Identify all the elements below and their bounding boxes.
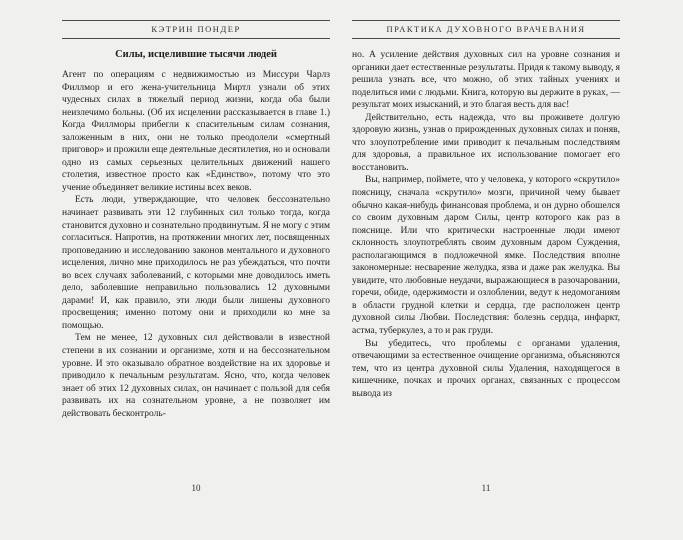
paragraph: Вы, например, поймете, что у человека, у которого «скрутило» поясницу, сначала «скрутило» мозги, причиной чему бывает обычно какая-нибудь финансовая проблема, и он дурно обошелся со своим духовным даром Силы, центр которого как раз в пояснице. Или что критически настроенные люди имеют склонность злоупотреблять своим духовным даром Суждения, располагающимся в подложечной ямке. Последствия вполне закономерные: несварение желудка, язва и даже рак желудка. Вы увидите, что любовные неудачи, выражающиеся в разочаровании, горечи, обиде, одержимости и озлоблении, ведут к недомоганиям в области грудной клетки и сердца, где расположен центр духовной силы Любви. Последствия: болезнь сердца, инфаркт, астма, туберкулез, а то и рак груди.: [352, 175, 620, 337]
paragraph: Вы убедитесь, что проблемы с органами удаления, отвечающими за естественное очищение организма, объясняются тем, что из центра духовной силы Удаления, находящегося в кишечнике, почках и прочих органах, связанных с процессом вывода из: [352, 338, 620, 399]
paragraph: Есть люди, утверждающие, что человек бессознательно начинает развивать эти 12 глубинных сил только тогда, когда становится духовно и сознательно продвинутым. Я не могу с этим согласиться. Напротив, на протяжении многих лет, посвященных проповеданию и исследованию законов ментального и духовного исцеления, лично мне приходилось не раз убеждаться, что почти во всех случаях заболеваний, с которыми мне доводилось иметь дело, заболевшие неправильно пользовались 12 духовными дарами! И, как правило, эти люди были лишены духовного просвещения; именно потому они и приходили ко мне за помощью.: [62, 195, 330, 331]
paragraph: Действительно, есть надежда, что вы проживете долгую здоровую жизнь, узнав о прирожденных духовных силах и поняв, что злоупотребление ими приводит к печальным последствиям для здоровья, а правильное их использование помогает его восстановить.: [352, 112, 620, 173]
page-number-right: 11: [481, 483, 491, 493]
chapter-title: Силы, исцелившие тысячи людей: [115, 49, 277, 60]
running-header-right: ПРАКТИКА ДУХОВНОГО ВРАЧЕВАНИЯ: [352, 20, 620, 39]
page-number-left: 10: [191, 483, 201, 493]
running-header-left: КЭТРИН ПОНДЕР: [62, 20, 330, 39]
page-left: [62, 20, 330, 420]
page-right: [352, 20, 620, 400]
paragraph: Тем не менее, 12 духовных сил действовали в известной степени в их сознании и организме, хотя и на бессознательном уровне. И это оказывало обратное воздействие на их здоровье и приводило к печальным результатам. Ясно, что, когда человек знает об этих 12 духовных силах, он начинает с пользой для себя развивать их на сознательном уровне, а не позволяет им действовать бесконтроль-: [62, 333, 330, 419]
paragraph: Агент по операциям с недвижимостью из Миссури Чарлз Филлмор и его жена-учительница Миртл узнали об этих чудесных силах в тяжелый период жизни, когда оба были неизлечимо больны. (Об их исцелении рассказывается в главе 1.) Когда Филлморы прибегли к спасительным силам сознания, заложенным в них, они не только преодолели «смертный приговор» и прожили еще деятельные десятилетия, но и основали одно из самых серьезных целительных движений нашего столетия, известное просто как «Единство», потому что это учение объединяет великие истины всех веков.: [62, 70, 330, 193]
paragraph: но. А усиление действия духовных сил на уровне сознания и органики дает естественные результаты. Придя к такому выводу, я решила узнать все, что можно, об этих тайных учениях и поделиться ими с людьми. Книга, которую вы держите в руках, — результат моих изысканий, и это благая весть для вас!: [352, 50, 620, 111]
body-text-right: [352, 49, 620, 400]
body-text-left: [62, 69, 330, 420]
